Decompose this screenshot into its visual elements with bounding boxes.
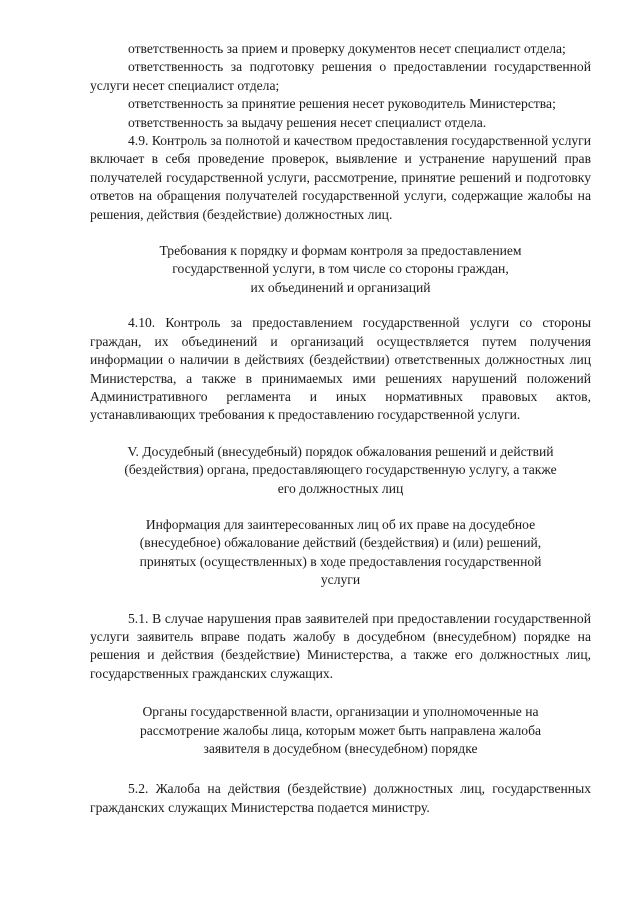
heading-line: Органы государственной власти, организации и уполномоченные на xyxy=(142,704,539,720)
heading-control-requirements xyxy=(90,242,591,297)
heading-line: (внесудебное) обжалование действий (бездействия) и (или) решений, xyxy=(139,535,542,551)
document-page xyxy=(90,40,591,817)
heading-line: рассмотрение жалобы лица, которым может быть направлена жалоба xyxy=(139,722,542,738)
heading-line: Требования к порядку и формам контроля за предоставлением xyxy=(159,243,522,259)
section-v-heading xyxy=(90,443,591,498)
heading-line: их объединений и организаций xyxy=(250,279,431,295)
heading-line: услуги xyxy=(320,572,361,588)
paragraph-5-2: 5.2. Жалоба на действия (бездействие) должностных лиц, государственных гражданских служащих Министерства подается министру. xyxy=(90,781,591,815)
heading-line: принятых (осуществленных) в ходе предоставления государственной xyxy=(139,553,542,569)
paragraph-4-9: 4.9. Контроль за полнотой и качеством предоставления государственной услуги включает в себя проведение проверок, выявление и устранение нарушений прав получателей государственной услуги, рассмотрение, принятие решений и подготовку ответов на обращения получателей государственной услуги, содержащие жалобы на решения, действия (бездействие) должностных лиц. xyxy=(90,133,591,222)
heading-complaint-bodies xyxy=(90,703,591,758)
heading-appeal-information xyxy=(90,516,591,590)
heading-line: заявителя в досудебном (внесудебном) порядке xyxy=(203,741,478,756)
paragraph-responsibility-decision: ответственность за принятие решения несет руководитель Министерства; xyxy=(128,96,556,112)
paragraph-responsibility-reception: ответственность за прием и проверку документов несет специалист отдела; xyxy=(128,41,566,56)
heading-line: государственной услуги, в том числе со стороны граждан, xyxy=(172,261,509,277)
paragraph-responsibility-preparation: ответственность за подготовку решения о предоставлении государственной услуги несет специалист отдела; xyxy=(90,59,591,93)
heading-line: Информация для заинтересованных лиц об их праве на досудебное xyxy=(145,516,536,532)
paragraph-responsibility-issuance: ответственность за выдачу решения несет специалист отдела. xyxy=(128,114,487,130)
heading-line: V. Досудебный (внесудебный) порядок обжалования решений и действий xyxy=(127,443,554,459)
heading-line: (бездействия) органа, предоставляющего государственную услугу, а также xyxy=(124,462,557,478)
paragraph-5-1: 5.1. В случае нарушения прав заявителей при предоставлении государственной услуги заявитель вправе подать жалобу в досудебном (внесудебном) порядке на решения и действия (бездействие) Министерства, а также его должностных лиц, государственных гражданских служащих. xyxy=(90,610,591,681)
paragraph-4-10: 4.10. Контроль за предоставлением государственной услуги со стороны граждан, их объединений и организаций осуществляется путем получения информации о наличии в действиях (бездействии) ответственных должностных лиц Министерства, а также в принимаемых ими решениях нарушений положений Административного регламента и иных нормативных правовых актов, устанавливающих требования к предоставлению государственной услуги. xyxy=(90,315,591,423)
heading-line: его должностных лиц xyxy=(277,480,404,496)
